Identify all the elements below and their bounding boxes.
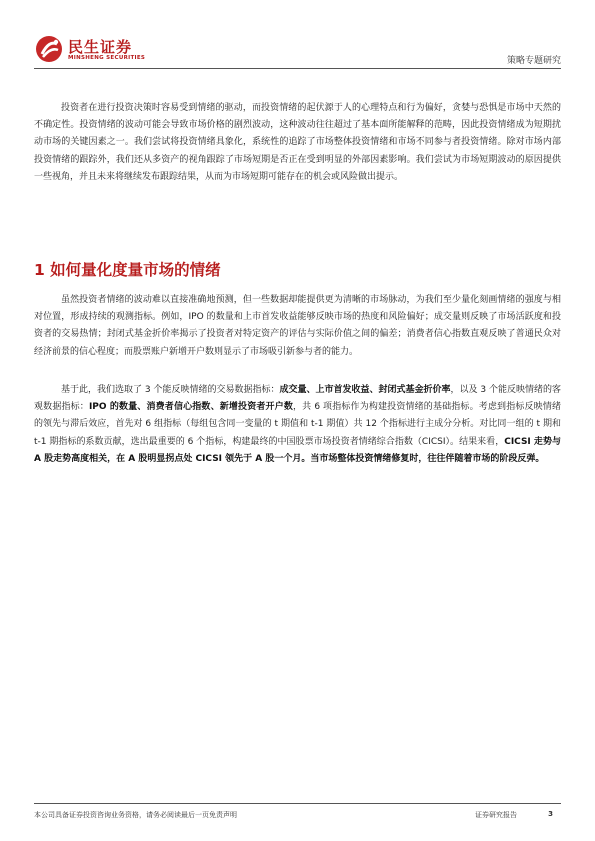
- footer-disclaimer: 本公司具备证券投资咨询业务资格，请务必阅读最后一页免责声明: [34, 811, 237, 819]
- minsheng-logo-icon: [34, 34, 64, 64]
- section1-paragraph-1: [34, 292, 561, 361]
- page-header: [34, 34, 561, 68]
- intro-section: [34, 100, 561, 186]
- minsheng-logo: [34, 34, 184, 68]
- footer-divider: [34, 803, 561, 804]
- intro-paragraph: 投资者在进行投资决策时容易受到情绪的驱动，而投资情绪的起伏源于人的心理特点和行为偏好，贪婪与恐惧是市场中天然的不确定性。投资情绪的波动可能会导致市场价格的剧烈波动，这种波动往往超过了基本面所能解释的范畴，因此投资情绪成为短期扰动市场的关键因素之一。我们尝试将投资情绪具象化，系统性的追踪了市场整体投资情绪和市场不同参与者投资情绪。除对市场内部投资情绪的跟踪外，我们还从多资产的视角跟踪了市场短期是否正在受到明显的外部因素影响。我们尝试为市场短期波动的原因提供一些视角，并且未来将继续发布跟踪结果，从而为市场短期可能存在的机会或风险做出提示。: [34, 103, 561, 182]
- footer-report-label: 证券研究报告: [475, 811, 517, 819]
- brand-name-en: MINSHENG SECURITIES: [68, 55, 146, 61]
- page-number: 3: [548, 810, 553, 818]
- section-heading: 1 如何量化度量市场的情绪: [34, 261, 221, 279]
- body-paragraph: 基于此，我们选取了 3 个能反映情绪的交易数据指标：成交量、上市首发收益、封闭式基金折价率，以及 3 个能反映情绪的客观数据指标：IPO 的数量、消费者信心指数、新增投资者开户数，共 6 项指标作为构建投资情绪的基础指标。考虑到指标反映情绪的领先与滞后效应，首先对 6 组指标（每组包含同一变量的 t 期值和 t-1 期值）共 12 个指标进行主成分分析。对比同一组的 t 期和 t-1 期指标的系数贡献，选出最重要的 6 个指标，构建最终的中国股票市场投资者情绪综合指数（CICSI）。结果来看，CICSI 走势与 A 股走势高度相关，在 A 股明显拐点处 CICSI 领先于 A 股一个月。当市场整体投资情绪修复时，往往伴随着市场的阶段反弹。: [34, 385, 561, 464]
- report-type: 策略专题研究: [506, 56, 561, 66]
- section1-paragraph-2: [34, 382, 561, 468]
- body-paragraph: 虽然投资者情绪的波动难以直接准确地预测，但一些数据却能提供更为清晰的市场脉动，为我们至少量化刻画情绪的强度与相对位置，形成持续的观测指标。例如，IPO 的数量和上市首发收益能够反映市场的热度和风险偏好；成交量则反映了市场活跃度和投资者的交易热情；封闭式基金折价率揭示了投资者对特定资产的评估与实际价值之间的偏差；消费者信心指数直观反映了普通民众对经济前景的信心程度；而股票账户新增开户数则显示了市场吸引新参与者的能力。: [34, 295, 561, 357]
- header-divider: [34, 68, 561, 69]
- brand-name-cn: 民生证券: [68, 38, 133, 56]
